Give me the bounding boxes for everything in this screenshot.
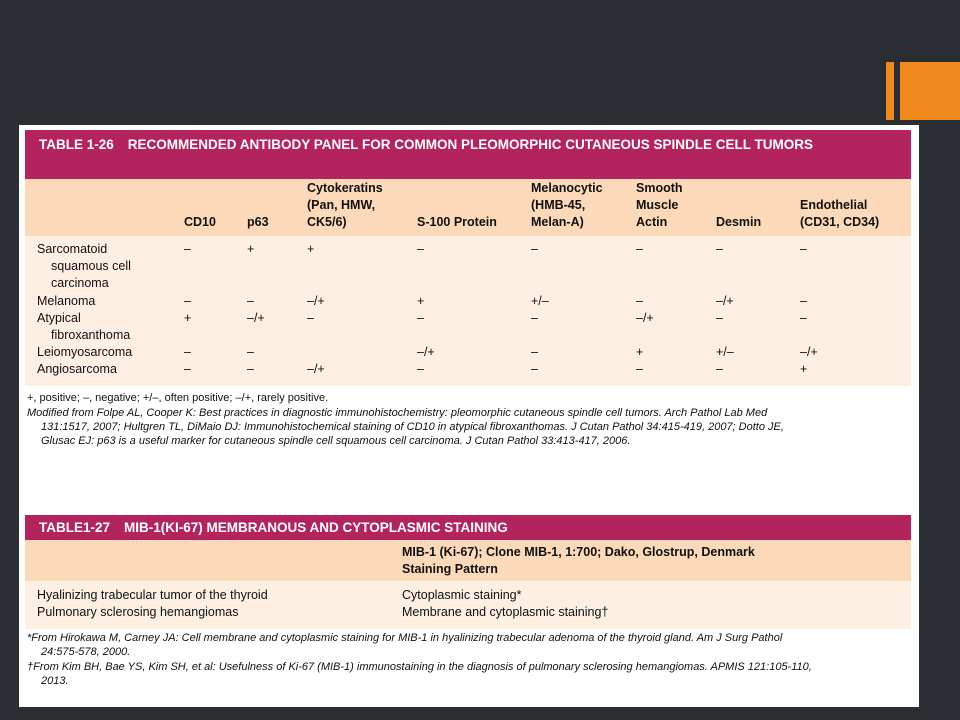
table1-cell: +/– — [531, 294, 549, 308]
table1-cell: – — [247, 294, 254, 308]
table1-cell: + — [636, 345, 644, 359]
table1-cell: –/+ — [716, 294, 734, 308]
table2-row-value: Membrane and cytoplasmic staining† — [402, 605, 609, 619]
table1-cell: – — [247, 362, 254, 376]
table1-column-header: Endothelial — [800, 198, 868, 212]
table2-footnote-line: 24:575-578, 2000. — [41, 646, 131, 658]
table1-cell: –/+ — [307, 362, 325, 376]
table1-cell: –/+ — [307, 294, 325, 308]
table1-cell: +/– — [716, 345, 734, 359]
table2-footnote-line: *From Hirokawa M, Carney JA: Cell membrane and cytoplasmic staining for MIB-1 in hyalinizing trabecular adenoma of the thyroid gland. Am J Surg Pathol — [27, 632, 783, 644]
table1-cell: – — [307, 311, 314, 325]
table1-column-header: Cytokeratins — [307, 181, 383, 195]
table1-legend: +, positive; –, negative; +/–, often positive; –/+, rarely positive. — [27, 392, 329, 404]
table1-column-header: (HMB-45, — [531, 198, 586, 212]
table1-title: RECOMMENDED ANTIBODY PANEL FOR COMMON PLEOMORPHIC CUTANEOUS SPINDLE CELL TUMORS — [127, 137, 814, 152]
table1-body — [25, 236, 911, 386]
table1-cell: – — [716, 242, 723, 256]
table2-row-value: Cytoplasmic staining* — [402, 588, 522, 602]
table1-column-header: Desmin — [716, 215, 762, 229]
table1-column-header: Actin — [636, 215, 668, 229]
table2-row-label: Hyalinizing trabecular tumor of the thyroid — [37, 588, 268, 602]
table1-cell: – — [636, 294, 643, 308]
table1-cell: + — [247, 242, 255, 256]
table1-cell: – — [531, 242, 538, 256]
slide-image — [19, 125, 919, 707]
table1-footnote-line: 131:1517, 2007; Hultgren TL, DiMaio DJ: Immunohistochemical staining of CD10 in atypical fibroxanthomas. J Cutan Pathol 34:415-419, 2007; Dotto JE, — [41, 421, 784, 433]
table1-cell: – — [716, 362, 723, 376]
table2-footnote-line: 2013. — [41, 675, 69, 687]
table2-header-line: MIB-1 (Ki-67); Clone MIB-1, 1:700; Dako, Glostrup, Denmark — [402, 545, 755, 559]
table1-cell: – — [531, 345, 538, 359]
table1-cell: – — [531, 311, 538, 325]
table1-title-bar — [25, 130, 911, 179]
table1-cell: – — [417, 242, 424, 256]
table1-cell: – — [184, 294, 191, 308]
table1-column-header: Smooth — [636, 181, 683, 195]
table1-column-header: Melan-A) — [531, 215, 584, 229]
table1-row-label: Leiomyosarcoma — [37, 345, 133, 359]
table1-footnote-line: Glusac EJ: p63 is a useful marker for cutaneous spindle cell squamous cell carcinoma. J Cutan Pathol 33:413-417, 2006. — [41, 435, 631, 447]
accent-bar-thick — [900, 62, 960, 120]
table2-title-bar — [25, 515, 911, 540]
table1-column-header: S-100 Protein — [417, 215, 497, 229]
table1-row-label: Angiosarcoma — [37, 362, 117, 376]
table1-cell: + — [800, 362, 808, 376]
table1-cell: – — [184, 345, 191, 359]
table1-cell: – — [716, 311, 723, 325]
table1-cell: –/+ — [636, 311, 654, 325]
table1-cell: – — [636, 242, 643, 256]
table2-footnote-line: †From Kim BH, Bae YS, Kim SH, et al: Usefulness of Ki-67 (MIB-1) immunostaining in the diagnosis of pulmonary sclerosing hemangiomas. APMIS 121:105-110, — [27, 661, 812, 673]
table1-row-label: squamous cell — [51, 259, 131, 273]
table1-cell: –/+ — [247, 311, 265, 325]
table1-cell: – — [184, 242, 191, 256]
table1-column-header: (CD31, CD34) — [800, 215, 880, 229]
table1-cell: –/+ — [417, 345, 435, 359]
table1-column-header: Melanocytic — [531, 181, 603, 195]
table2-row-label: Pulmonary sclerosing hemangiomas — [37, 605, 239, 619]
table1-cell: + — [307, 242, 315, 256]
table1-cell: – — [800, 311, 807, 325]
table1-row-label: fibroxanthoma — [51, 328, 131, 342]
table1-column-header: Muscle — [636, 198, 679, 212]
table1-cell: + — [417, 294, 425, 308]
table1-cell: + — [184, 311, 192, 325]
table1-column-header: p63 — [247, 215, 269, 229]
accent-bar-thin — [886, 62, 894, 120]
table1-cell: –/+ — [800, 345, 818, 359]
table1-cell: – — [417, 362, 424, 376]
table1-row-label: carcinoma — [51, 276, 109, 290]
table1-cell: – — [800, 294, 807, 308]
table1-cell: – — [636, 362, 643, 376]
table1-cell: – — [247, 345, 254, 359]
table1-cell: – — [184, 362, 191, 376]
table2-number: TABLE1-27 — [39, 520, 111, 535]
table1-cell: – — [417, 311, 424, 325]
table1-row-label: Atypical — [37, 311, 81, 325]
table2-title: MIB-1(KI-67) MEMBRANOUS AND CYTOPLASMIC STAINING — [124, 520, 508, 535]
table1-cell: – — [800, 242, 807, 256]
table1-cell: – — [531, 362, 538, 376]
table1-column-header: (Pan, HMW, — [307, 198, 376, 212]
table1-column-header: CD10 — [184, 215, 216, 229]
table1-row-label: Melanoma — [37, 294, 96, 308]
table1-number: TABLE 1-26 — [39, 137, 114, 152]
table1-column-header: CK5/6) — [307, 215, 347, 229]
table2-header-line: Staining Pattern — [402, 562, 498, 576]
table1-footnote-line: Modified from Folpe AL, Cooper K: Best practices in diagnostic immunohistochemistry: pleomorphic cutaneous spindle cell tumors. Arch Pathol Lab Med — [27, 407, 768, 419]
table1-row-label: Sarcomatoid — [37, 242, 108, 256]
